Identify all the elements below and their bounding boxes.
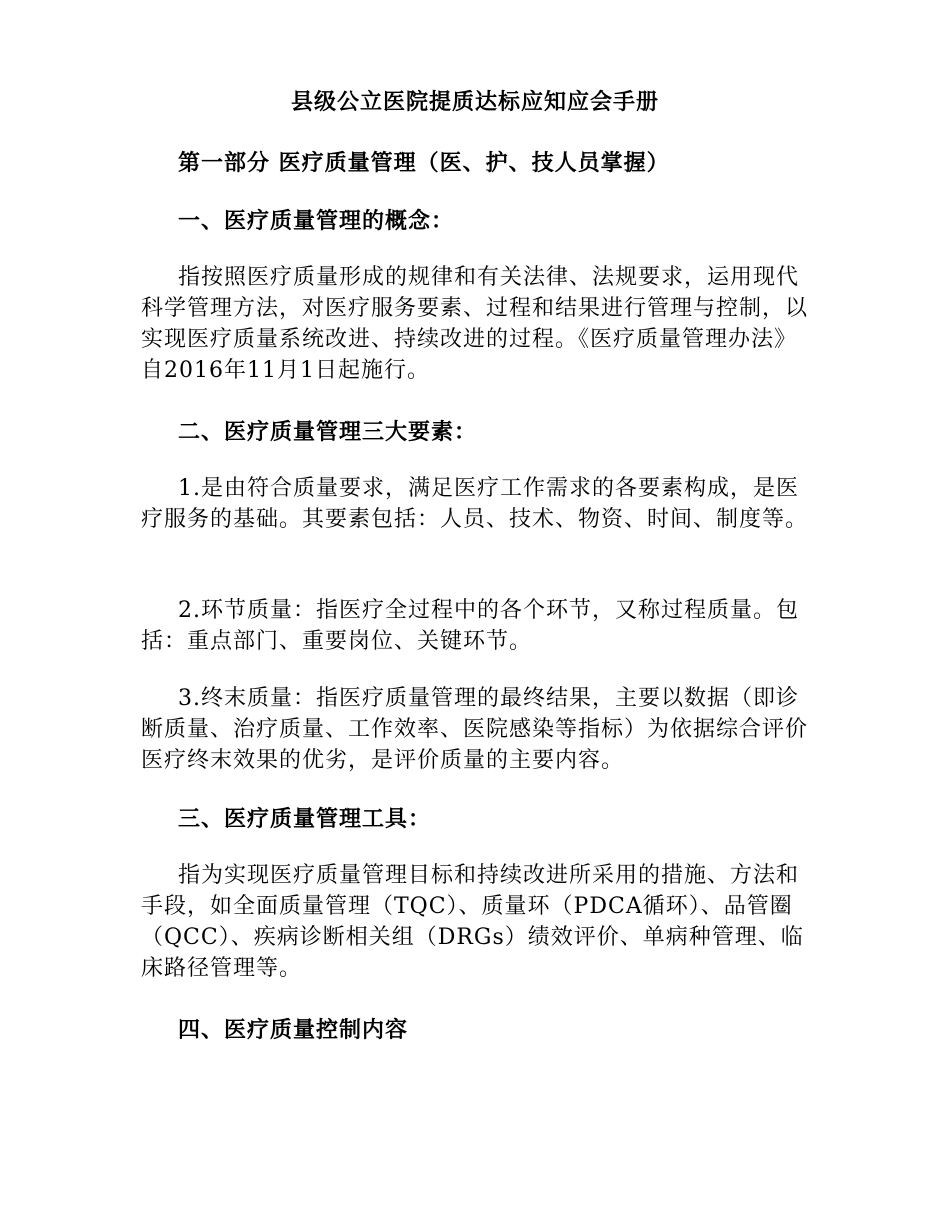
document-title: 县级公立医院提质达标应知应会手册 [290,89,659,115]
section-heading-3: 三、医疗质量管理工具： [178,806,432,832]
section-2-paragraph-2: 2.环节质量：指医疗全过程中的各个环节，又称过程质量。包括：重点部门、重要岗位、关键环节。 [141,598,799,654]
section-2-paragraph-1: 1.是由符合质量要求，满足医疗工作需求的各要素构成，是医疗服务的基础。其要素包括：人员、技术、物资、时间、制度等。 [141,476,809,532]
section-heading-1: 一、医疗质量管理的概念： [178,208,455,234]
section-heading-2: 二、医疗质量管理三大要素： [178,419,478,445]
section-1-paragraph-1: 指按照医疗质量形成的规律和有关法律、法规要求，运用现代科学管理方法，对医疗服务要素、过程和结果进行管理与控制，以实现医疗质量系统改进、持续改进的过程。《医疗质量管理办法》自2016年11月1日起施行。 [141,265,809,383]
section-3-paragraph-1: 指为实现医疗质量管理目标和持续改进所采用的措施、方法和手段，如全面质量管理（TQC）、质量环（PDCA循环）、品管圈（QCC）、疾病诊断相关组（DRGs）绩效评价、单病种管理、临床路径管理等。 [141,863,804,981]
part-heading: 第一部分 医疗质量管理（医、护、技人员掌握） [178,150,670,176]
section-2-paragraph-3: 3.终末质量：指医疗质量管理的最终结果，主要以数据（即诊断质量、治疗质量、工作效率、医院感染等指标）为依据综合评价医疗终末效果的优劣，是评价质量的主要内容。 [141,686,809,773]
section-heading-4: 四、医疗质量控制内容 [178,1017,409,1043]
